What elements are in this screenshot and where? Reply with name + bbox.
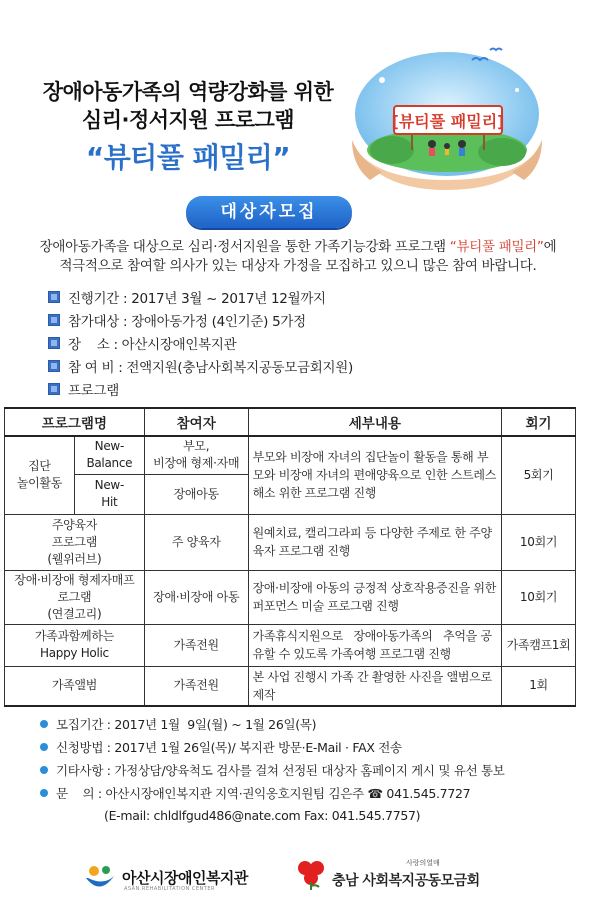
participant-cell: 장애·비장애 아동 — [144, 570, 248, 624]
family-illustration — [352, 40, 542, 198]
info-item: 참 여 비 : 전액지원(충남사회복지공동모금회지원) — [48, 354, 568, 377]
info-item: 기타사항 : 가정상담/양육척도 검사를 걸쳐 선정된 대상자 홈페이지 게시 및 유선 통보 — [40, 758, 580, 781]
participant-cell: 주 양육자 — [144, 514, 248, 570]
round-bullet-icon — [40, 789, 48, 797]
title-program-name: “뷰티풀 패밀리” — [85, 141, 291, 174]
intro-line2: 적극적으로 참여할 의사가 있는 대상자 가정을 모집하고 있으니 많은 참여 바랍니다. — [59, 258, 537, 274]
asan-center-name: 아산시장애인복지관 — [122, 868, 248, 887]
intro-after: 에 — [543, 239, 557, 255]
asan-center-subtitle: ASAN REHABILITATION CENTER — [124, 886, 215, 892]
round-bullet-icon — [40, 743, 48, 751]
asan-center-logo — [84, 862, 248, 892]
footer — [0, 850, 596, 904]
application-info — [40, 712, 580, 827]
table-row — [5, 514, 576, 570]
col-header-program: 프로그램명 — [5, 408, 145, 436]
participant-cell: 부모, 비장애 형제·자매 — [144, 436, 248, 474]
title-line2: 심리·정서지원 프로그램 — [81, 108, 295, 132]
program-name-cell: 주양육자 프로그램 (웰위러브) — [5, 514, 145, 570]
table-row — [5, 436, 576, 474]
asan-center-logo-icon — [84, 862, 116, 892]
subprogram-cell: New- Balance — [74, 436, 144, 474]
chest-tagline: 사랑의열매 — [406, 859, 440, 867]
info-list — [48, 285, 568, 400]
subprogram-cell: New- Hit — [74, 474, 144, 514]
chest-name: 충남 사회복지공동모금회 — [332, 873, 480, 889]
sessions-cell: 10회기 — [502, 514, 576, 570]
col-header-participant: 참여자 — [144, 408, 248, 436]
title-block — [8, 78, 368, 178]
sessions-cell: 10회기 — [502, 570, 576, 624]
round-bullet-icon — [40, 720, 48, 728]
col-header-sessions: 회기 — [502, 408, 576, 436]
detail-cell: 본 사업 진행시 가족 간 촬영한 사진을 앨범으로 제작 — [248, 666, 501, 706]
header — [0, 0, 596, 200]
detail-cell: 원예치료, 캘리그라피 등 다양한 주제로 한 주양육자 프로그램 진행 — [248, 514, 501, 570]
info-item: 장 소 : 아산시장애인복지관 — [48, 331, 568, 354]
sessions-cell: 5회기 — [502, 436, 576, 514]
title-line1: 장애아동가족의 역량강화를 위한 — [42, 80, 334, 104]
illustration-sign-text: [뷰티풀 패밀리] — [391, 112, 505, 131]
participant-cell: 가족전원 — [144, 624, 248, 666]
chest-logo — [296, 858, 480, 892]
square-bullet-icon — [48, 314, 60, 326]
square-bullet-icon — [48, 383, 60, 395]
info-item: 진행기간 : 2017년 3월 ~ 2017년 12월까지 — [48, 285, 568, 308]
program-name-cell: 가족앨범 — [5, 666, 145, 706]
square-bullet-icon — [48, 291, 60, 303]
intro-before: 장애아동가족을 대상으로 심리·정서지원을 통한 가족기능강화 프로그램 — [39, 239, 450, 255]
group-name-cell: 집단 놀이활동 — [5, 436, 75, 514]
info-item: 신청방법 : 2017년 1월 26일(목)/ 복지관 방문·E-Mail · FAX 전송 — [40, 735, 580, 758]
participant-cell: 장애아동 — [144, 474, 248, 514]
info-item: 모집기간 : 2017년 1월 9일(월) ~ 1월 26일(목) — [40, 712, 580, 735]
detail-cell: 장애·비장애 아동의 긍정적 상호작용증진을 위한 퍼포먼스 미술 프로그램 진행 — [248, 570, 501, 624]
info-item: 프로그램 — [48, 377, 568, 400]
sessions-cell: 가족캠프1회 — [502, 624, 576, 666]
info-item: 참가대상 : 장애아동가정 (4인기준) 5가정 — [48, 308, 568, 331]
program-name-cell: 장애·비장애 형제자매프 로그램 (연결고리) — [5, 570, 145, 624]
sessions-cell: 1회 — [502, 666, 576, 706]
love-fruit-icon — [296, 858, 326, 892]
square-bullet-icon — [48, 337, 60, 349]
intro-text — [10, 238, 586, 276]
round-bullet-icon — [40, 766, 48, 774]
detail-cell: 가족휴식지원으로 장애아동가족의 추억을 공유할 수 있도록 가족여행 프로그램 진행 — [248, 624, 501, 666]
contact-line: (E-mail: chldlfgud486@nate.com Fax: 041.545.7757) — [104, 808, 421, 823]
table-row — [5, 666, 576, 706]
info-item: 문 의 : 아산시장애인복지관 지역·권익옹호지원팀 김은주 ☎ 041.545.7727 — [40, 781, 580, 804]
program-table — [4, 407, 576, 707]
detail-cell: 부모와 비장애 자녀의 집단놀이 활동을 통해 부모와 비장애 자녀의 편애양육으로 인한 스트레스 해소 위한 프로그램 진행 — [248, 436, 501, 514]
table-row — [5, 624, 576, 666]
square-bullet-icon — [48, 360, 60, 372]
table-row — [5, 570, 576, 624]
program-name-cell: 가족과함께하는 Happy Holic — [5, 624, 145, 666]
recruit-badge: 대상자모집 — [186, 196, 352, 228]
participant-cell: 가족전원 — [144, 666, 248, 706]
intro-highlight: “뷰티풀 패밀리” — [449, 239, 544, 255]
col-header-detail: 세부내용 — [248, 408, 501, 436]
